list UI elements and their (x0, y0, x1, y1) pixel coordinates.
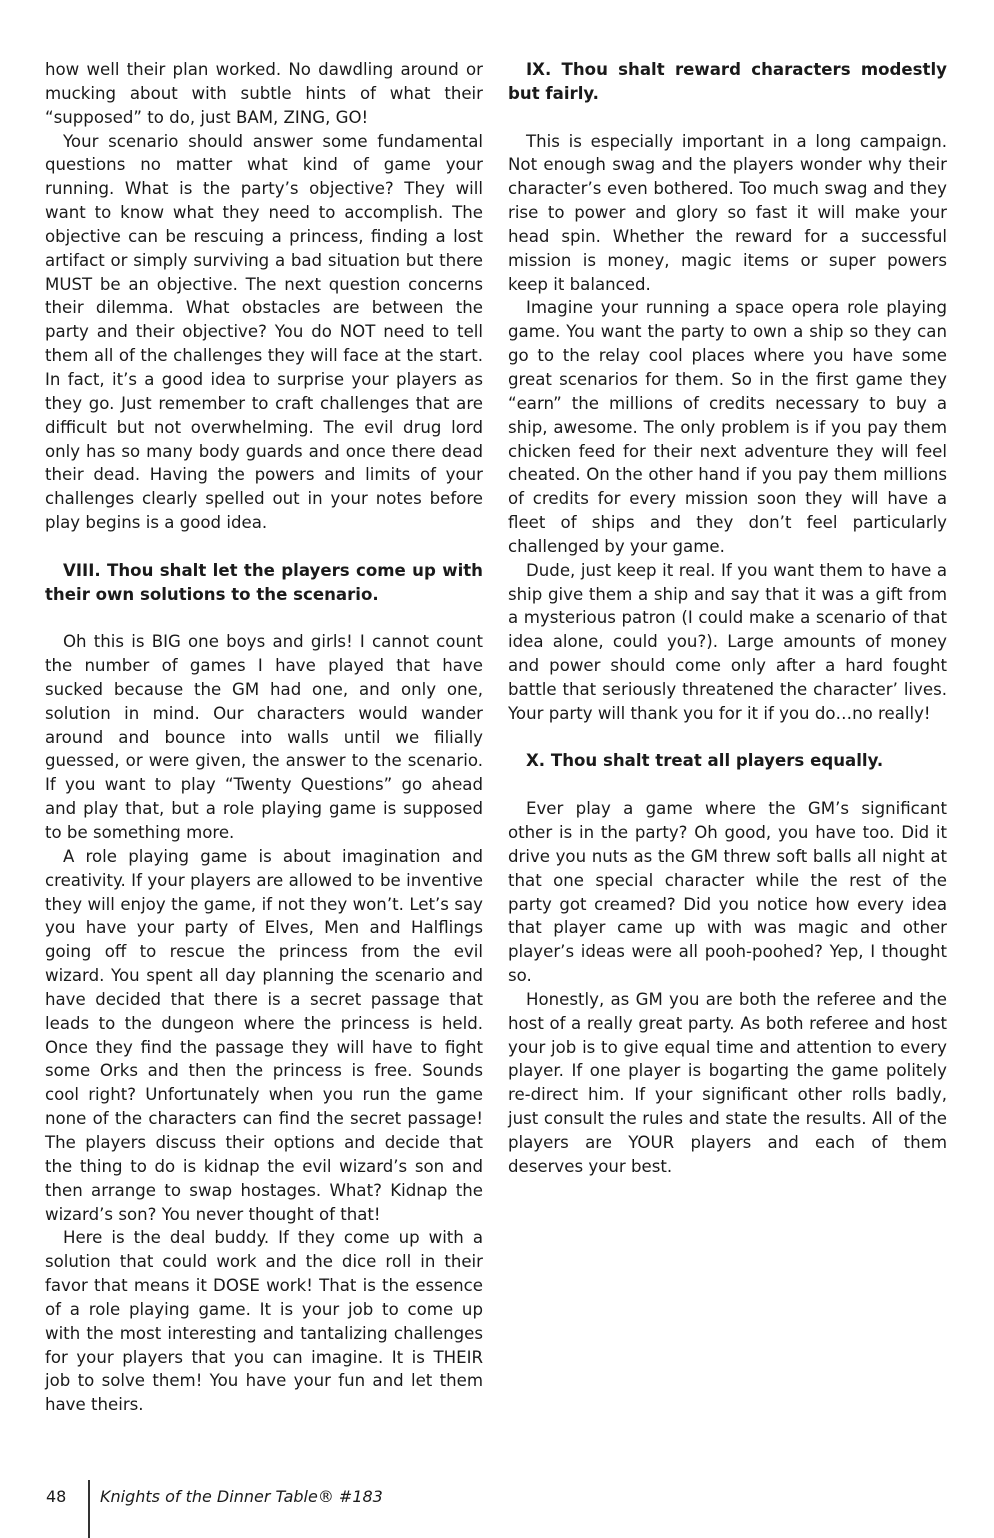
section-heading-x: X. Thou shalt treat all players equally. (526, 751, 884, 771)
paragraph-spacer (45, 535, 483, 559)
paragraph: Oh this is BIG one boys and girls! I cannot count the number of games I have played that have sucked because the GM had one, and only one, solution in mind. Our characters would wander around and bounce into walls until we filially guessed, or were given, the answer to the scenario. If you want to play “Twenty Questions” go ahead and play that, but a role playing game is supposed to be something more. (45, 632, 483, 842)
paragraph: Here is the deal buddy. If they come up with a solution that could work and the dice roll in their favor that means it DOSE work! That is the essence of a role playing game. It is your job to come up with the most interesting and tantalizing challenges for your players that you can imagine. It is THEIR job to solve them! You have your fun and let them have theirs. (45, 1228, 483, 1415)
page-number: 48 (46, 1487, 67, 1506)
paragraph: A role playing game is about imagination and creativity. If your players are allowed to be inventive they will enjoy the game, if not they won’t. Let’s say you have your party of Elves, Men and Halflings going off to rescue the princess from the evil wizard. You spent all day planning the scenario and have decided that there is a secret passage that leads to the dungeon where the princess is held. Once they find the passage they will have to fight some Orks and then the princess is free. Sounds cool right? Unfortunately when you run the game none of the characters can find the secret passage! The players discuss their options and decide that the thing to do is kidnap the evil wizard’s son and then arrange to swap hostages. What? Kidnap the wizard’s son? You never thought of that! (45, 846, 483, 1224)
section-heading-ix: IX. Thou shalt reward characters modestly but fairly. (508, 60, 947, 103)
left-column (45, 58, 483, 1417)
page-footer (0, 1480, 994, 1538)
section-heading-viii: VIII. Thou shalt let the players come up with their own solutions to the scenario. (45, 560, 483, 604)
paragraph-spacer (508, 726, 947, 750)
paragraph: Your scenario should answer some fundamental questions no matter what kind of game your running. What is the party’s objective? They will want to know what they need to accomplish. The objective can be rescuing a princess, finding a lost artifact or simply surviving a bad situation but there MUST be an objective. The next question concerns their dilemma. What obstacles are between the party and their objective? You do NOT need to tell them all of the challenges they will face at the start. In fact, it’s a good idea to surprise your players as they go. Just remember to craft challenges that are difficult but not overwhelming. The evil drug lord only has so many body guards and once there dead their dead. Having the powers and limits of your challenges clearly spelled out in your notes before play begins is a good idea. (45, 131, 483, 533)
paragraph: Imagine your running a space opera role playing game. You want the party to own a ship so they can go to the relay cool places where you have some great scenarios for them. So in the first game they “earn” the millions of credits necessary to buy a ship, awesome. The only problem is if you pay them chicken feed for their next adventure they will feel cheated. On the other hand if you pay them millions of credits for every mission soon they will have a fleet of ships and they don’t feel particularly challenged by your game. (508, 298, 947, 556)
publication-title: Knights of the Dinner Table® #183 (100, 1487, 383, 1506)
paragraph: This is especially important in a long campaign. Not enough swag and the players wonder why their character’s even bothered. Too much swag and they rise to power and glory so fast it will make your head spin. Whether the reward for a successful mission is money, magic items or super powers keep it balanced. (508, 131, 947, 294)
paragraph: how well their plan worked. No dawdling around or mucking about with subtle hints of what their “supposed” to do, just BAM, ZING, GO! (45, 60, 483, 127)
right-column (508, 58, 947, 1179)
paragraph: Dude, just keep it real. If you want them to have a ship give them a ship and say that it was a gift from a mysterious patron (I could make a scenario of that idea alone, could you?). Large amounts of money and power should come only after a hard fought battle that seriously threatened the character’ lives. Your party will thank you for it if you do…no really! (508, 560, 947, 723)
footer-divider (88, 1480, 90, 1538)
paragraph: Honestly, as GM you are both the referee and the host of a really great party. As both referee and host your job is to give equal time and attention to every player. If one player is bogarting the game politely re-direct him. If your significant other rolls badly, just consult the rules and state the results. All of the players are YOUR players and each of them deserves your best. (508, 989, 947, 1176)
paragraph: Ever play a game where the GM’s significant other is in the party? Oh good, you have too. Did it drive you nuts as the GM threw soft balls all night at that one special character while the rest of the party got creamed? Did you notice how every idea that player came up with was magic and other player’s ideas were all pooh-poohed? Yep, I thought so. (508, 799, 947, 986)
